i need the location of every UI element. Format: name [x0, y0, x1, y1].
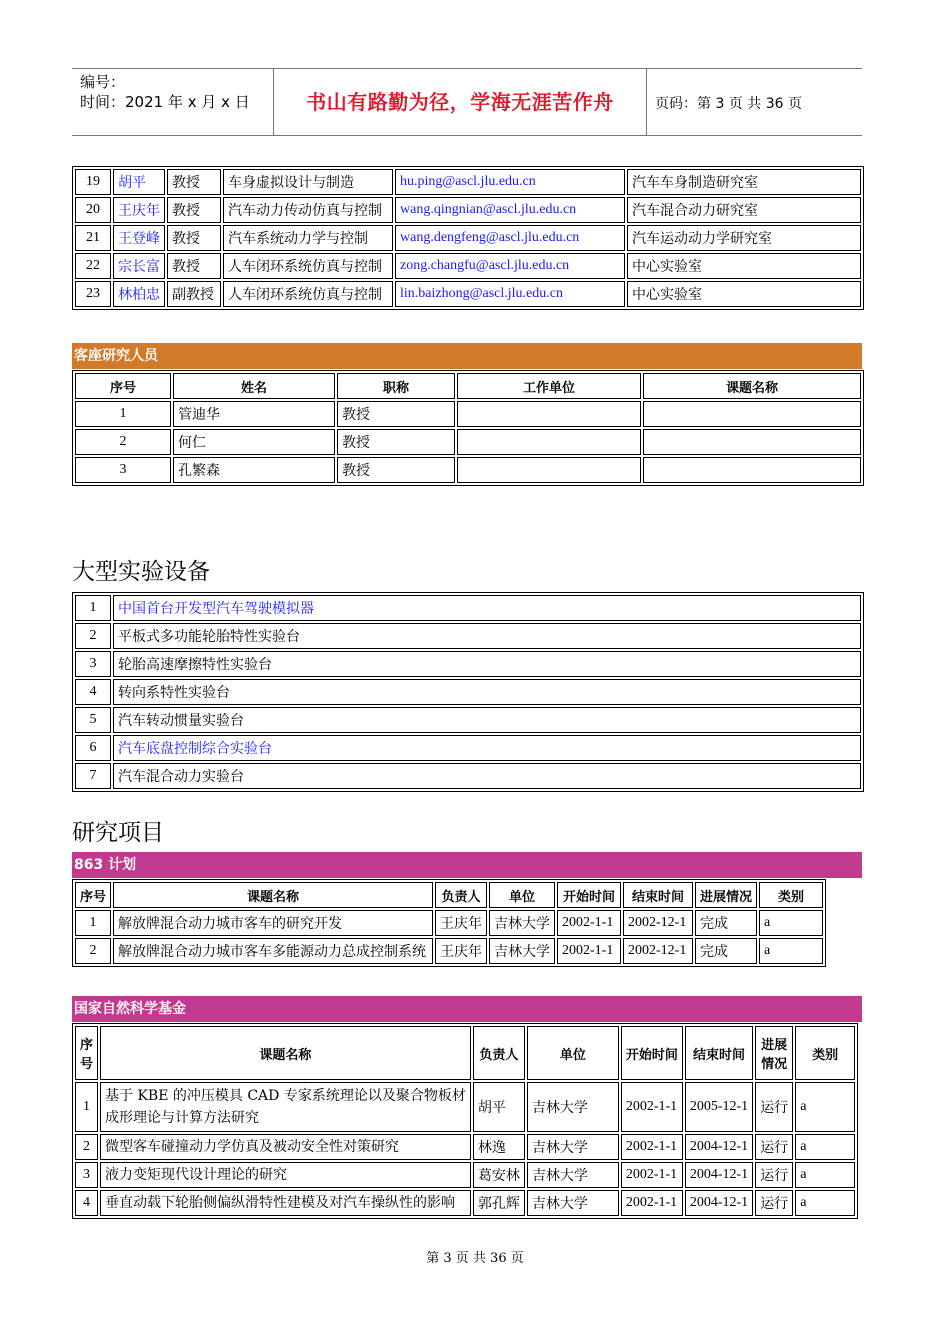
project-unit: 吉林大学 — [489, 910, 555, 936]
email-link[interactable]: wang.dengfeng@ascl.jlu.edu.cn — [395, 225, 625, 251]
staff-title: 教授 — [167, 197, 221, 223]
row-index: 6 — [75, 735, 111, 761]
col-header-name: 课题名称 — [113, 882, 433, 908]
project-leader: 王庆年 — [435, 938, 487, 964]
col-header-leader: 负责人 — [473, 1026, 525, 1080]
table-row — [75, 910, 823, 936]
project-end: 2005-12-1 — [685, 1082, 753, 1132]
lab-name: 汽车车身制造研究室 — [627, 169, 861, 195]
project-leader: 胡平 — [473, 1082, 525, 1132]
project-start: 2002-1-1 — [557, 910, 621, 936]
table-row — [75, 1162, 855, 1188]
row-index: 1 — [75, 401, 171, 427]
row-index: 7 — [75, 763, 111, 789]
col-header-title: 职称 — [337, 373, 455, 399]
project-unit: 吉林大学 — [527, 1082, 619, 1132]
project-status: 完成 — [695, 910, 757, 936]
staff-name-link[interactable]: 宗长富 — [113, 253, 165, 279]
staff-title: 教授 — [167, 253, 221, 279]
project-name-line: 垂直动载下轮胎侧偏纵滑特性建模及对汽车操纵性的影响 — [105, 1195, 456, 1211]
table-row — [75, 938, 823, 964]
equipment-table — [72, 592, 864, 792]
col-header-topic: 课题名称 — [643, 373, 861, 399]
researcher-title: 教授 — [337, 457, 455, 483]
list-item — [75, 623, 861, 649]
researcher-unit — [457, 429, 641, 455]
page-footer: 第 3 页 共 36 页 — [426, 1251, 524, 1266]
table-row — [75, 253, 861, 279]
project-status: 运行 — [755, 1190, 793, 1216]
col-header-index: 序号 — [75, 882, 111, 908]
doc-number-label: 编号： — [80, 73, 126, 91]
row-index: 3 — [75, 1162, 98, 1188]
project-unit: 吉林大学 — [489, 938, 555, 964]
row-index: 5 — [75, 707, 111, 733]
row-index: 23 — [75, 281, 111, 307]
research-field: 人车闭环系统仿真与控制 — [223, 253, 393, 279]
projects-section-title: 研究项目 — [72, 820, 164, 846]
table-row — [75, 1190, 855, 1216]
project-status: 运行 — [755, 1134, 793, 1160]
researcher-topic — [643, 429, 861, 455]
col-header-end: 结束时间 — [623, 882, 693, 908]
researcher-unit — [457, 457, 641, 483]
plan863-bar: 863 计划 — [72, 852, 862, 878]
col-header-start: 开始时间 — [557, 882, 621, 908]
project-category: a — [759, 910, 823, 936]
row-index: 2 — [75, 623, 111, 649]
lab-name: 中心实验室 — [627, 281, 861, 307]
header-line: 情况 — [761, 1057, 788, 1072]
project-category: a — [759, 938, 823, 964]
col-header-unit: 工作单位 — [457, 373, 641, 399]
row-index: 2 — [75, 1134, 98, 1160]
lab-name: 中心实验室 — [627, 253, 861, 279]
research-field: 汽车动力传动仿真与控制 — [223, 197, 393, 223]
table-row — [75, 225, 861, 251]
project-name-line: 液力变矩现代设计理论的研究 — [105, 1167, 288, 1183]
project-start: 2002-1-1 — [621, 1134, 683, 1160]
project-name-line: 基于 KBE 的冲压模具 CAD 专家系统理论以及聚合物板材 — [105, 1088, 466, 1104]
header-line: 号 — [80, 1057, 94, 1072]
project-end: 2002-12-1 — [623, 910, 693, 936]
staff-title: 副教授 — [167, 281, 221, 307]
table-row — [75, 169, 861, 195]
row-index: 2 — [75, 938, 111, 964]
header-motto: 书山有路勤为径，学海无涯苦作舟 — [306, 90, 614, 114]
project-status: 完成 — [695, 938, 757, 964]
row-index: 1 — [75, 910, 111, 936]
table-row — [75, 197, 861, 223]
row-index: 20 — [75, 197, 111, 223]
header-divider — [646, 68, 647, 136]
researcher-title: 教授 — [337, 401, 455, 427]
project-start: 2002-1-1 — [621, 1162, 683, 1188]
project-end: 2004-12-1 — [685, 1134, 753, 1160]
staff-table — [72, 166, 864, 310]
header-top-rule — [72, 68, 862, 69]
col-header-index — [75, 1026, 98, 1080]
list-item — [75, 707, 861, 733]
researcher-topic — [643, 401, 861, 427]
table-row — [75, 401, 861, 427]
researcher-name: 何仁 — [173, 429, 335, 455]
col-header-category: 类别 — [795, 1026, 855, 1080]
email-link[interactable]: zong.changfu@ascl.jlu.edu.cn — [395, 253, 625, 279]
project-name-line: 微型客车碰撞动力学仿真及被动安全性对策研究 — [105, 1139, 400, 1155]
project-end: 2004-12-1 — [685, 1162, 753, 1188]
col-header-index: 序号 — [75, 373, 171, 399]
header-line: 序 — [80, 1038, 94, 1053]
email-link[interactable]: wang.qingnian@ascl.jlu.edu.cn — [395, 197, 625, 223]
project-start: 2002-1-1 — [621, 1082, 683, 1132]
col-header-unit: 单位 — [527, 1026, 619, 1080]
project-status: 运行 — [755, 1082, 793, 1132]
project-category: a — [795, 1190, 855, 1216]
staff-name-link[interactable]: 王庆年 — [113, 197, 165, 223]
project-category: a — [795, 1082, 855, 1132]
project-name — [100, 1134, 471, 1160]
project-status: 运行 — [755, 1162, 793, 1188]
email-link[interactable]: lin.baizhong@ascl.jlu.edu.cn — [395, 281, 625, 307]
researcher-topic — [643, 457, 861, 483]
equipment-name: 转向系特性实验台 — [113, 679, 861, 705]
row-index: 4 — [75, 1190, 98, 1216]
project-unit: 吉林大学 — [527, 1162, 619, 1188]
equipment-name: 平板式多功能轮胎特性实验台 — [113, 623, 861, 649]
project-name — [100, 1190, 471, 1216]
row-index: 22 — [75, 253, 111, 279]
list-item — [75, 735, 861, 761]
researcher-title: 教授 — [337, 429, 455, 455]
equipment-link[interactable]: 中国首台开发型汽车驾驶模拟器 — [113, 595, 861, 621]
research-field: 汽车系统动力学与控制 — [223, 225, 393, 251]
col-header-status — [755, 1026, 793, 1080]
row-index: 3 — [75, 651, 111, 677]
equipment-name: 汽车转动惯量实验台 — [113, 707, 861, 733]
row-index: 1 — [75, 595, 111, 621]
row-index: 2 — [75, 429, 171, 455]
table-row — [75, 429, 861, 455]
project-start: 2002-1-1 — [621, 1190, 683, 1216]
row-index: 19 — [75, 169, 111, 195]
equipment-name: 汽车混合动力实验台 — [113, 763, 861, 789]
table-row — [75, 457, 861, 483]
project-leader: 王庆年 — [435, 910, 487, 936]
row-index: 1 — [75, 1082, 98, 1132]
nsfc-bar: 国家自然科学基金 — [72, 996, 862, 1022]
project-leader: 郭孔辉 — [473, 1190, 525, 1216]
table-row — [75, 1082, 855, 1132]
staff-title: 教授 — [167, 225, 221, 251]
lab-name: 汽车混合动力研究室 — [627, 197, 861, 223]
equipment-link[interactable]: 汽车底盘控制综合实验台 — [113, 735, 861, 761]
researcher-name: 管迪华 — [173, 401, 335, 427]
project-name — [100, 1162, 471, 1188]
visiting-table — [72, 370, 864, 486]
project-category: a — [795, 1162, 855, 1188]
list-item — [75, 679, 861, 705]
col-header-start: 开始时间 — [621, 1026, 683, 1080]
project-name: 解放牌混合动力城市客车多能源动力总成控制系统 — [113, 938, 433, 964]
researcher-name: 孔繁森 — [173, 457, 335, 483]
header-line: 进展 — [761, 1038, 788, 1053]
project-leader: 林逸 — [473, 1134, 525, 1160]
project-unit: 吉林大学 — [527, 1134, 619, 1160]
email-link[interactable]: hu.ping@ascl.jlu.edu.cn — [395, 169, 625, 195]
doc-time-label: 时间：2021 年 x 月 x 日 — [80, 93, 250, 111]
equipment-section-title: 大型实验设备 — [72, 559, 210, 585]
project-leader: 葛安林 — [473, 1162, 525, 1188]
nsfc-table — [72, 1023, 858, 1219]
header-bottom-rule — [72, 135, 862, 136]
project-end: 2002-12-1 — [623, 938, 693, 964]
staff-name-link[interactable]: 胡平 — [113, 169, 165, 195]
table-row — [75, 281, 861, 307]
row-index: 4 — [75, 679, 111, 705]
list-item — [75, 763, 861, 789]
col-header-category: 类别 — [759, 882, 823, 908]
researcher-unit — [457, 401, 641, 427]
project-unit: 吉林大学 — [527, 1190, 619, 1216]
visiting-researchers-bar: 客座研究人员 — [72, 343, 862, 369]
col-header-unit: 单位 — [489, 882, 555, 908]
col-header-end: 结束时间 — [685, 1026, 753, 1080]
table-row — [75, 1134, 855, 1160]
staff-title: 教授 — [167, 169, 221, 195]
lab-name: 汽车运动动力学研究室 — [627, 225, 861, 251]
project-name: 解放牌混合动力城市客车的研究开发 — [113, 910, 433, 936]
list-item — [75, 595, 861, 621]
project-category: a — [795, 1134, 855, 1160]
col-header-name: 姓名 — [173, 373, 335, 399]
col-header-status: 进展情况 — [695, 882, 757, 908]
header-page-label: 页码：第 3 页 共 36 页 — [655, 96, 802, 112]
equipment-name: 轮胎高速摩擦特性实验台 — [113, 651, 861, 677]
row-index: 21 — [75, 225, 111, 251]
project-name-line: 成形理论与计算方法研究 — [105, 1110, 260, 1126]
project-start: 2002-1-1 — [557, 938, 621, 964]
row-index: 3 — [75, 457, 171, 483]
staff-name-link[interactable]: 王登峰 — [113, 225, 165, 251]
research-field: 人车闭环系统仿真与控制 — [223, 281, 393, 307]
staff-name-link[interactable]: 林柏忠 — [113, 281, 165, 307]
project-name — [100, 1082, 471, 1132]
list-item — [75, 651, 861, 677]
col-header-name: 课题名称 — [100, 1026, 471, 1080]
col-header-leader: 负责人 — [435, 882, 487, 908]
plan863-table — [72, 879, 826, 967]
header-meta — [80, 72, 250, 112]
project-end: 2004-12-1 — [685, 1190, 753, 1216]
research-field: 车身虚拟设计与制造 — [223, 169, 393, 195]
